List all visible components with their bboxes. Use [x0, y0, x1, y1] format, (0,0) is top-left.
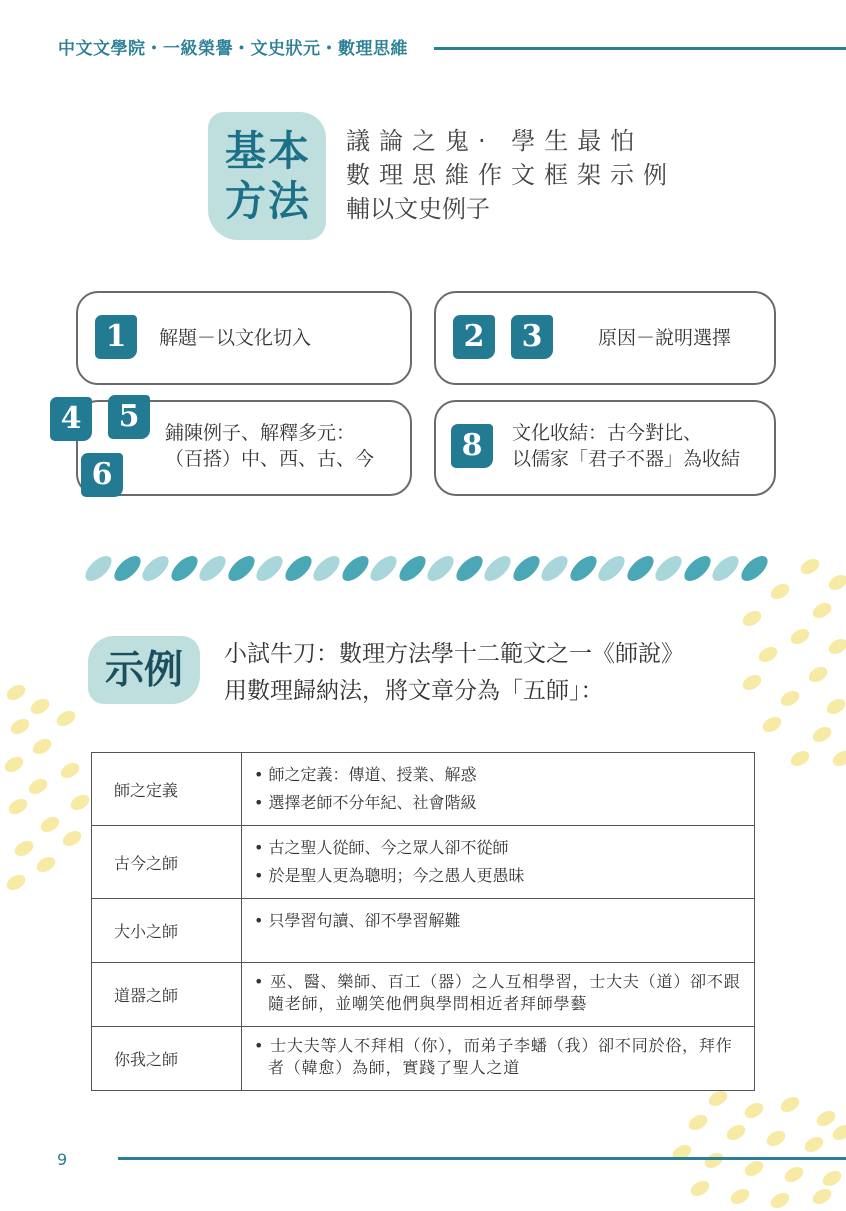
header-title: 中文文學院・一級榮譽・文史狀元・數理思維	[58, 39, 408, 59]
step-number-3: 3	[511, 315, 553, 359]
decorative-dot	[58, 760, 82, 781]
divider-dash	[536, 556, 573, 581]
step-number-4: 4	[50, 397, 92, 441]
decorative-dot	[60, 828, 84, 849]
divider-dash	[736, 556, 773, 581]
step-number-1: 1	[95, 315, 137, 359]
step-text-4-line1: 文化收結：古今對比、	[512, 422, 703, 444]
row-label: 大小之師	[92, 899, 242, 963]
divider-dash	[166, 556, 203, 581]
row-label: 師之定義	[92, 753, 242, 826]
divider-dash	[622, 556, 659, 581]
decorative-dot	[768, 1190, 792, 1211]
divider-dash	[479, 556, 516, 581]
decorative-dot	[34, 854, 58, 875]
decorative-dot	[788, 626, 812, 647]
divider-dash	[508, 556, 545, 581]
decorative-dot	[824, 696, 846, 717]
page-number: 9	[57, 1150, 68, 1169]
decorative-dot	[778, 1094, 802, 1115]
step-number-5: 5	[108, 395, 150, 439]
decorative-dot	[728, 1186, 752, 1207]
decorative-dot	[798, 556, 822, 577]
bullet-item: • 士大夫等人不拜相（你），而弟子李蟠（我）卻不同於俗，拜作者（韓愈）為師，實踐了聖人之道	[254, 1035, 744, 1079]
divider-dash	[251, 556, 288, 581]
divider-dash	[308, 556, 345, 581]
header-rule	[434, 47, 846, 50]
step-text-3-line1: 鋪陳例子、解釋多元：	[165, 422, 356, 444]
divider-dash	[451, 556, 488, 581]
divider-dash	[565, 556, 602, 581]
method-title	[218, 126, 318, 226]
method-title-line1: 基本	[225, 127, 311, 175]
method-line2: 數理思維作文框架示例	[346, 161, 676, 189]
method-description	[346, 124, 676, 226]
decorative-dot	[814, 1108, 838, 1129]
divider-dash	[365, 556, 402, 581]
step-text-3	[165, 420, 374, 472]
row-content	[242, 826, 755, 899]
step-number-8: 8	[451, 424, 493, 468]
decorative-dot	[4, 682, 28, 703]
row-content	[242, 899, 755, 963]
step-number-6: 6	[81, 453, 123, 497]
decorative-dot	[742, 1158, 766, 1179]
table-row	[92, 963, 755, 1027]
method-line3: 輔以文史例子	[346, 195, 490, 223]
decorative-dot	[768, 581, 792, 602]
decorative-dot	[820, 1168, 844, 1189]
decorative-dot	[778, 688, 802, 709]
decorative-dot	[702, 1150, 726, 1171]
row-label: 古今之師	[92, 826, 242, 899]
decorative-dot	[802, 1134, 826, 1155]
bullet-item: • 選擇老師不分年紀、社會階級	[254, 789, 744, 817]
footer-rule	[118, 1157, 846, 1160]
divider-dash	[80, 556, 117, 581]
decorative-dot	[788, 748, 812, 769]
decorative-dot	[688, 1178, 712, 1199]
divider-dash	[394, 556, 431, 581]
table-row	[92, 826, 755, 899]
decorative-dot	[826, 572, 846, 593]
step-text-4-line2: 以儒家「君子不器」為收結	[512, 448, 741, 470]
decorative-dot	[12, 838, 36, 859]
divider-dash	[679, 556, 716, 581]
decorative-dot	[6, 796, 30, 817]
divider-dash	[422, 556, 459, 581]
example-description	[224, 636, 684, 710]
decorative-dot	[706, 1088, 730, 1109]
decorative-dot	[8, 716, 32, 737]
decorative-dot	[806, 664, 830, 685]
row-content	[242, 753, 755, 826]
decorative-dot	[764, 1128, 788, 1149]
row-content	[242, 1027, 755, 1091]
divider-dash	[650, 556, 687, 581]
decorative-dot	[810, 724, 834, 745]
decorative-dot	[756, 644, 780, 665]
step-text-4	[512, 420, 740, 472]
bullet-item: • 師之定義：傳道、授業、解惑	[254, 761, 744, 789]
decorative-dot	[686, 1112, 710, 1133]
decorative-dot	[30, 736, 54, 757]
decorative-dot	[26, 776, 50, 797]
row-label: 道器之師	[92, 963, 242, 1027]
step-number-2: 2	[453, 315, 495, 359]
example-line2: 用數理歸納法，將文章分為「五師」：	[224, 678, 604, 704]
decorative-dot	[810, 600, 834, 621]
decorative-dot	[760, 714, 784, 735]
divider-dash	[280, 556, 317, 581]
step-text-2: 原因－說明選擇	[598, 327, 732, 349]
decorative-dot	[742, 1100, 766, 1121]
step-text-1: 解題－以文化切入	[159, 327, 312, 349]
decorative-dot	[4, 872, 28, 893]
decorative-dot	[38, 814, 62, 835]
decorative-dot	[782, 1164, 806, 1185]
decorative-dot	[724, 1122, 748, 1143]
row-label: 你我之師	[92, 1027, 242, 1091]
divider-dash	[194, 556, 231, 581]
example-line1: 小試牛刀：數理方法學十二範文之一《師說》	[224, 641, 684, 667]
divider-dash	[223, 556, 260, 581]
method-title-line2: 方法	[225, 177, 311, 225]
decorative-dot	[740, 608, 764, 629]
decorative-dot	[54, 708, 78, 729]
table-row	[92, 753, 755, 826]
table-row	[92, 899, 755, 963]
decorative-dot	[2, 754, 26, 775]
bullet-item: • 只學習句讀、卻不學習解難	[254, 907, 744, 935]
method-line1: 議論之鬼· 學生最怕	[346, 127, 644, 155]
five-teachers-table	[91, 752, 755, 1091]
bullet-item: • 巫、醫、樂師、百工（器）之人互相學習，士大夫（道）卻不跟隨老師，並嘲笑他們與學問相近者拜師學藝	[254, 971, 744, 1015]
decorative-dot	[830, 748, 846, 769]
divider-dash	[707, 556, 744, 581]
step-text-3-line2: （百搭）中、西、古、今	[165, 448, 375, 470]
divider-dash	[109, 556, 146, 581]
divider-dash	[337, 556, 374, 581]
divider-dash	[593, 556, 630, 581]
example-title: 示例	[104, 647, 183, 693]
divider-dash	[137, 556, 174, 581]
decorative-dot	[740, 672, 764, 693]
decorative-dot	[830, 1122, 846, 1143]
decorative-dot	[826, 636, 846, 657]
bullet-item: • 於是聖人更為聰明；今之愚人更愚昧	[254, 862, 744, 890]
decorative-dot	[28, 696, 52, 717]
decorative-dot	[68, 792, 92, 813]
decorative-dot	[810, 1186, 834, 1207]
bullet-item: • 古之聖人從師、今之眾人卻不從師	[254, 834, 744, 862]
table-row	[92, 1027, 755, 1091]
row-content	[242, 963, 755, 1027]
